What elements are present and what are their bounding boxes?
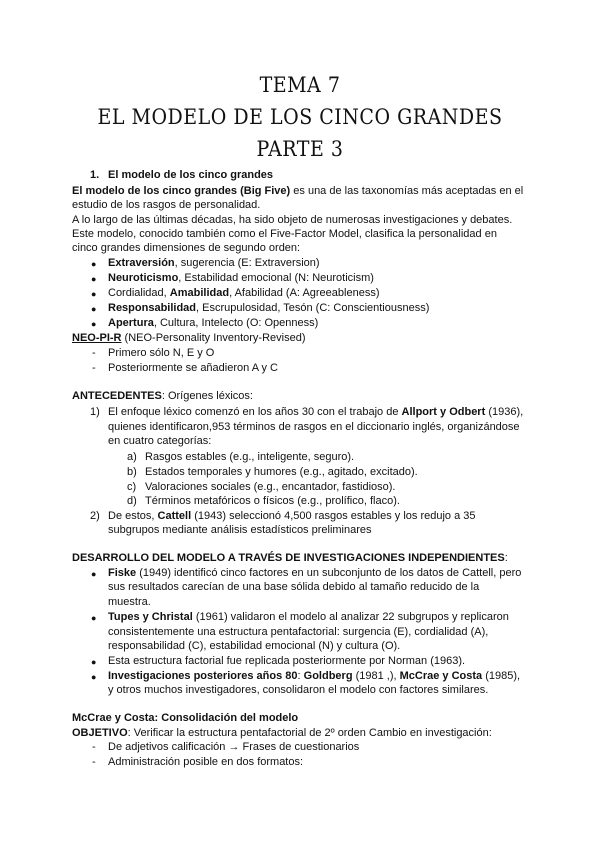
list-item-line: subgrupos mediante análisis estadísticos preliminares: [108, 524, 372, 536]
list-item-line: quienes identificaron,953 términos de rasgos en el diccionario inglés, organizándose: [108, 421, 520, 433]
list-item-line: responsabilidad (C), estabilidad emocional (N) y cultura (O).: [108, 640, 401, 652]
bullet-icon: ●: [91, 657, 97, 667]
paragraph-line: cinco grandes dimensiones de segundo orden:: [72, 242, 301, 254]
category-item: Valoraciones sociales (e.g., encantador, fastidioso).: [145, 481, 396, 493]
list-item: Investigaciones posteriores años 80: Goldberg (1981 ,), McCrae y Costa (1985),: [108, 670, 521, 682]
list-item: Administración posible en dos formatos:: [108, 756, 304, 768]
paragraph-line: A lo largo de las últimas décadas, ha sido objeto de numerosas investigaciones y debates.: [72, 214, 513, 226]
list-item-line: muestra.: [108, 596, 151, 608]
list-item: Tupes y Christal (1961) validaron el modelo al analizar 22 subgrupos y replicaron: [108, 611, 509, 623]
category-item: Términos metafóricos o físicos (e.g., prolífico, flaco).: [145, 495, 400, 507]
objetivo-line: OBJETIVO: Verificar la estructura pentafactorial de 2º orden Cambio en investigación:: [72, 727, 492, 739]
dimension-item: Apertura, Cultura, Intelecto (O: Openness): [108, 317, 319, 329]
bullet-icon: ●: [91, 569, 97, 579]
list-item-line: en cuatro categorías:: [108, 435, 212, 447]
section-1-heading: El modelo de los cinco grandes: [108, 169, 274, 181]
bullet-icon: ●: [91, 613, 97, 623]
category-item: Rasgos estables (e.g., inteligente, seguro).: [145, 451, 355, 463]
bullet-icon: ●: [91, 672, 97, 682]
title-parte: PARTE 3: [256, 136, 344, 162]
dash-icon: -: [92, 347, 96, 359]
category-item: Estados temporales y humores (e.g., agitado, excitado).: [145, 466, 418, 478]
list-item: De adjetivos calificación → Frases de cuestionarios: [108, 741, 360, 753]
list-number: 2): [90, 510, 100, 522]
paragraph-line: El modelo de los cinco grandes (Big Five) es una de las taxonomías más aceptadas en el: [72, 185, 524, 197]
list-item: Esta estructura factorial fue replicada posteriormente por Norman (1963).: [108, 655, 466, 667]
category-letter: b): [127, 466, 137, 478]
list-item-line: y otros muchos investigadores, consolidaron el modelo con factores similares.: [108, 684, 489, 696]
bullet-icon: ●: [91, 304, 97, 314]
category-letter: d): [127, 495, 137, 507]
title-tema: TEMA 7: [259, 72, 341, 98]
dash-icon: -: [92, 362, 96, 374]
dash-icon: -: [92, 756, 96, 768]
list-item: De estos, Cattell (1943) seleccionó 4,500 rasgos estables y los redujo a 35: [108, 510, 476, 522]
dimension-item: Extraversión, sugerencia (E: Extraversion): [108, 257, 320, 269]
category-letter: a): [127, 451, 137, 463]
list-item-line: consistentemente una estructura pentafactorial: surgencia (E), cordialidad (A),: [108, 626, 489, 638]
bullet-icon: ●: [91, 319, 97, 329]
bullet-icon: ●: [91, 259, 97, 269]
list-item: El enfoque léxico comenzó en los años 30 con el trabajo de Allport y Odbert (1936),: [108, 406, 524, 418]
paragraph-line: Este modelo, conocido también como el Five-Factor Model, clasifica la personalidad en: [72, 228, 497, 240]
list-item: Fiske (1949) identificó cinco factores en un subconjunto de los datos de Cattell, pero: [108, 567, 522, 579]
title-modelo: EL MODELO DE LOS CINCO GRANDES: [97, 104, 503, 130]
dimension-item: Neuroticismo, Estabilidad emocional (N: Neuroticism): [108, 272, 374, 284]
dimension-item: Responsabilidad, Escrupulosidad, Tesón (C: Conscientiousness): [108, 302, 430, 314]
desarrollo-heading: DESARROLLO DEL MODELO A TRAVÉS DE INVESTIGACIONES INDEPENDIENTES:: [72, 552, 508, 564]
bullet-icon: ●: [91, 289, 97, 299]
paragraph-line: estudio de los rasgos de personalidad.: [72, 199, 261, 211]
category-letter: c): [127, 481, 137, 493]
bullet-icon: ●: [91, 274, 97, 284]
neo-pi-r-line: NEO-PI-R (NEO-Personality Inventory-Revised): [72, 332, 306, 344]
list-item-line: sus resultados carecían de una base sólida debido al tamaño reducido de la: [108, 581, 480, 593]
section-1-number: 1.: [90, 169, 100, 181]
antecedentes-heading: ANTECEDENTES: Orígenes léxicos:: [72, 390, 253, 402]
dash-icon: -: [92, 741, 96, 753]
list-number: 1): [90, 406, 100, 418]
dimension-item: Cordialidad, Amabilidad, Afabilidad (A: Agreeableness): [108, 287, 380, 299]
mccrae-heading: McCrae y Costa: Consolidación del modelo: [72, 712, 299, 724]
neo-item: Primero sólo N, E y O: [108, 347, 215, 359]
neo-item: Posteriormente se añadieron A y C: [108, 362, 278, 374]
